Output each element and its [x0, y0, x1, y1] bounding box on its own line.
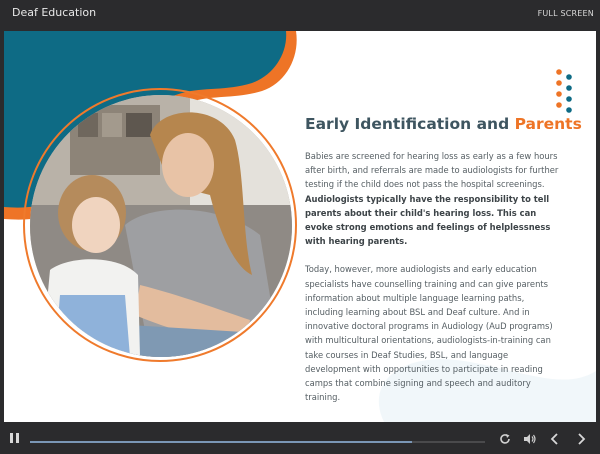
slide-title-main: Early Identification and [305, 115, 515, 133]
progress-fill [30, 441, 412, 443]
next-icon[interactable] [576, 433, 586, 445]
replay-icon[interactable] [499, 433, 511, 445]
paragraph-1 [305, 149, 563, 248]
previous-icon[interactable] [550, 433, 560, 445]
volume-icon[interactable] [523, 433, 537, 445]
paragraph-1-text: Babies are screened for hearing loss as early as a few hours after birth, and referrals are made to audiologists for further testing if the child does not pass the hospital screenings. [305, 151, 559, 190]
progress-bar[interactable] [30, 441, 485, 443]
app-title: Deaf Education [12, 6, 97, 19]
player-controls [0, 424, 600, 454]
photo-ring [23, 88, 297, 362]
slide-body [305, 149, 563, 418]
decorative-dots-icon [555, 68, 577, 120]
player-top-bar [0, 0, 600, 30]
fullscreen-button[interactable]: FULL SCREEN [537, 9, 594, 18]
slide-canvas [4, 31, 596, 422]
slide-title [305, 115, 595, 133]
pause-icon[interactable] [10, 433, 20, 443]
paragraph-1-bold: Audiologists typically have the responsibility to tell parents about their child's hearing loss. This can evoke strong emotions and feelings of helplessness with hearing parents. [305, 193, 551, 247]
slide-title-accent: Parents [514, 115, 582, 133]
paragraph-2: Today, however, more audiologists and early education specialists have counselling training and can give parents information about multiple language learning paths, including learning about BSL and Deaf culture. And in innovative doctoral programs in Audiology (AuD programs) with multicultural orientations, audiologists-in-training can take courses in Deaf Studies, BSL, and language development with opportunities to participate in reading camps that combine signing and speech and auditory training. [305, 264, 553, 403]
